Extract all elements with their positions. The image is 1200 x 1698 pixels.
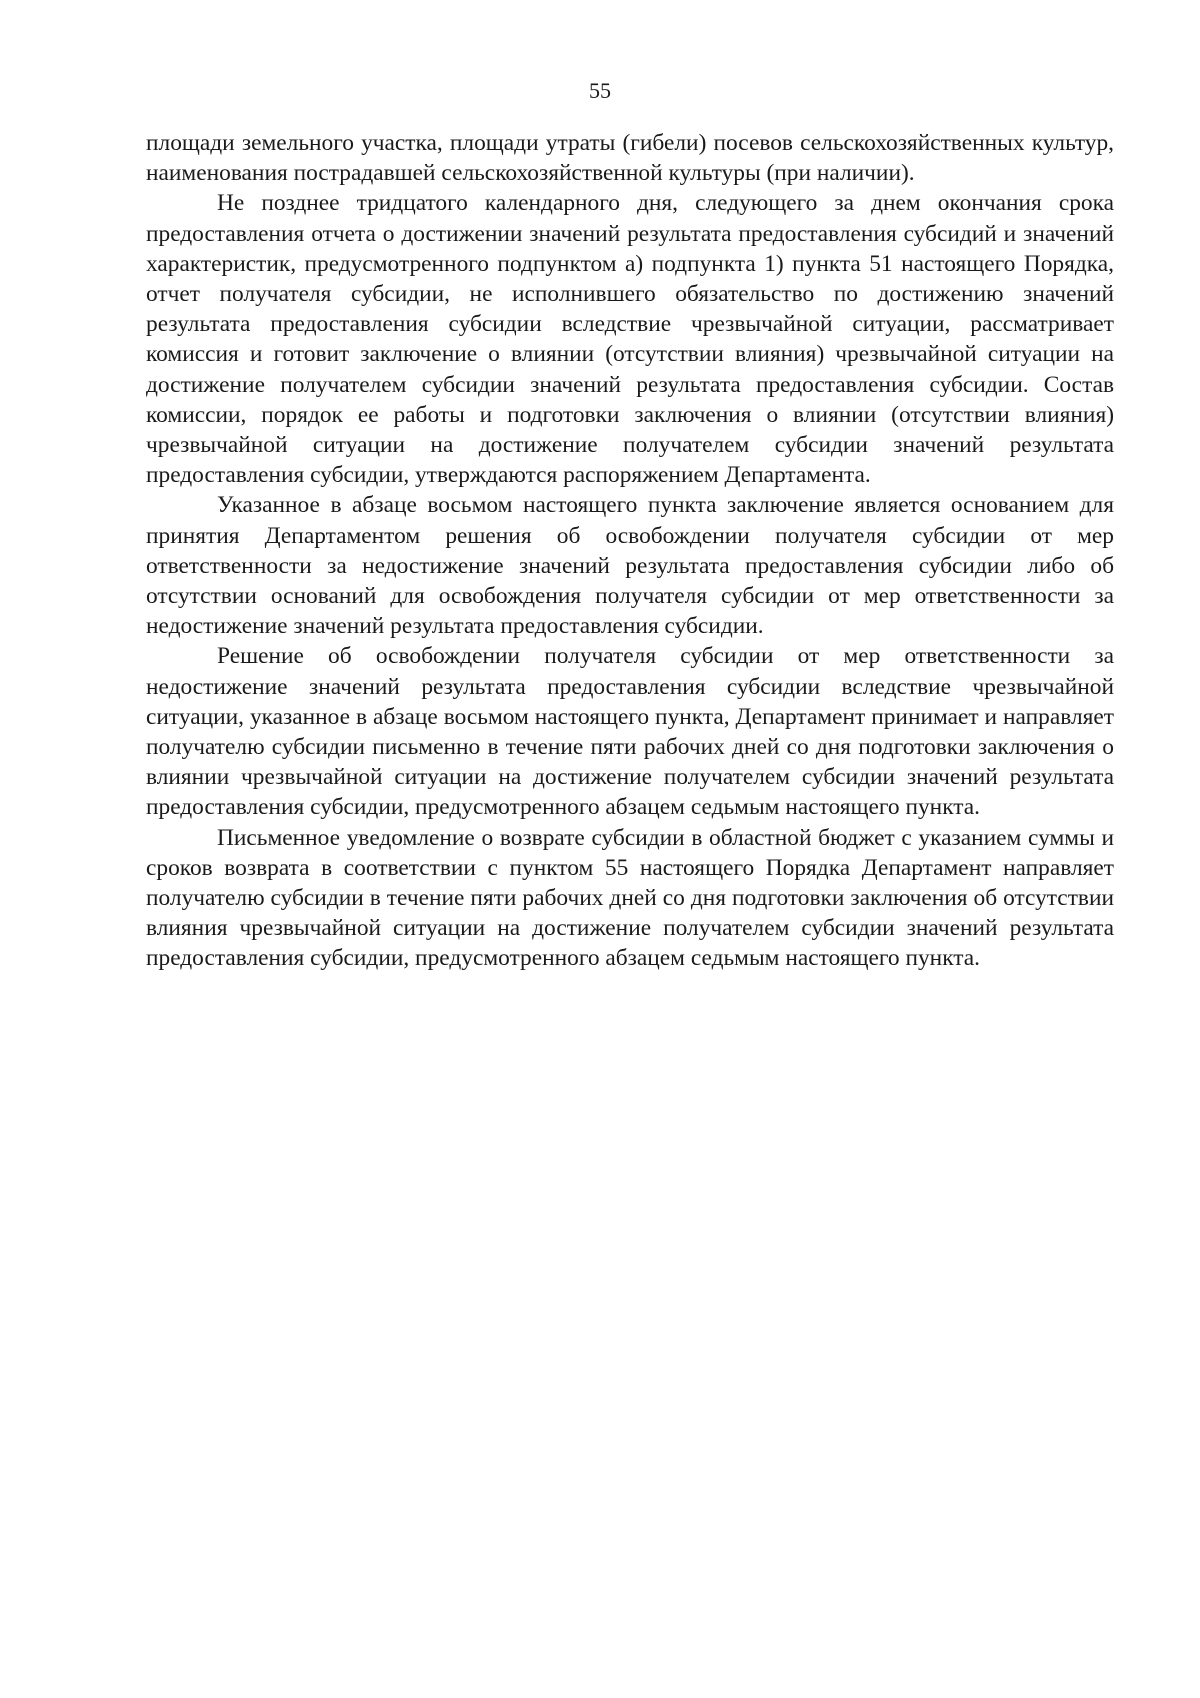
document-body xyxy=(146,128,1114,974)
paragraph-refund-notice: Письменное уведомление о возврате субсидии в областной бюджет с указанием суммы и сроков возврата в соответствии с пунктом 55 настоящего Порядка Департамент направляет получателю субсидии в течение пяти рабочих дней со дня подготовки заключения об отсутствии влияния чрезвычайной ситуации на достижение получателем субсидии значений результата предоставления субсидии, предусмотренного абзацем седьмым настоящего пункта. xyxy=(146,824,1114,972)
paragraph-continuation: площади земельного участка, площади утраты (гибели) посевов сельскохозяйственных культур, наименования пострадавшей сельскохозяйственной культуры (при наличии). xyxy=(146,130,1114,187)
page-number: 55 xyxy=(589,78,611,103)
paragraph-commission-review: Не позднее тридцатого календарного дня, следующего за днем окончания срока предоставления отчета о достижении значений результата предоставления субсидий и значений характеристик, предусмотренного подпунктом а) подпункта 1) пункта 51 настоящего Порядка, отчет получателя субсидии, не исполнившего обязательство по достижению значений результата предоставления субсидии вследствие чрезвычайной ситуации, рассматривает комиссия и готовит заключение о влиянии (отсутствии влияния) чрезвычайной ситуации на достижение получателем субсидии значений результата предоставления субсидии. Состав комиссии, порядок ее работы и подготовки заключения о влиянии (отсутствии влияния) чрезвычайной ситуации на достижение получателем субсидии значений результата предоставления субсидии, утверждаются распоряжением Департамента. xyxy=(146,190,1114,489)
paragraph-release-decision: Решение об освобождении получателя субсидии от мер ответственности за недостижение значений результата предоставления субсидии вследствие чрезвычайной ситуации, указанное в абзаце восьмом настоящего пункта, Департамент принимает и направляет получателю субсидии письменно в течение пяти рабочих дней со дня подготовки заключения о влиянии чрезвычайной ситуации на достижение получателем субсидии значений результата предоставления субсидии, предусмотренного абзацем седьмым настоящего пункта. xyxy=(146,643,1114,821)
paragraph-conclusion-basis: Указанное в абзаце восьмом настоящего пункта заключение является основанием для принятия Департаментом решения об освобождении получателя субсидии от мер ответственности за недостижение значений результата предоставления субсидии либо об отсутствии оснований для освобождения получателя субсидии от мер ответственности за недостижение значений результата предоставления субсидии. xyxy=(146,492,1114,640)
